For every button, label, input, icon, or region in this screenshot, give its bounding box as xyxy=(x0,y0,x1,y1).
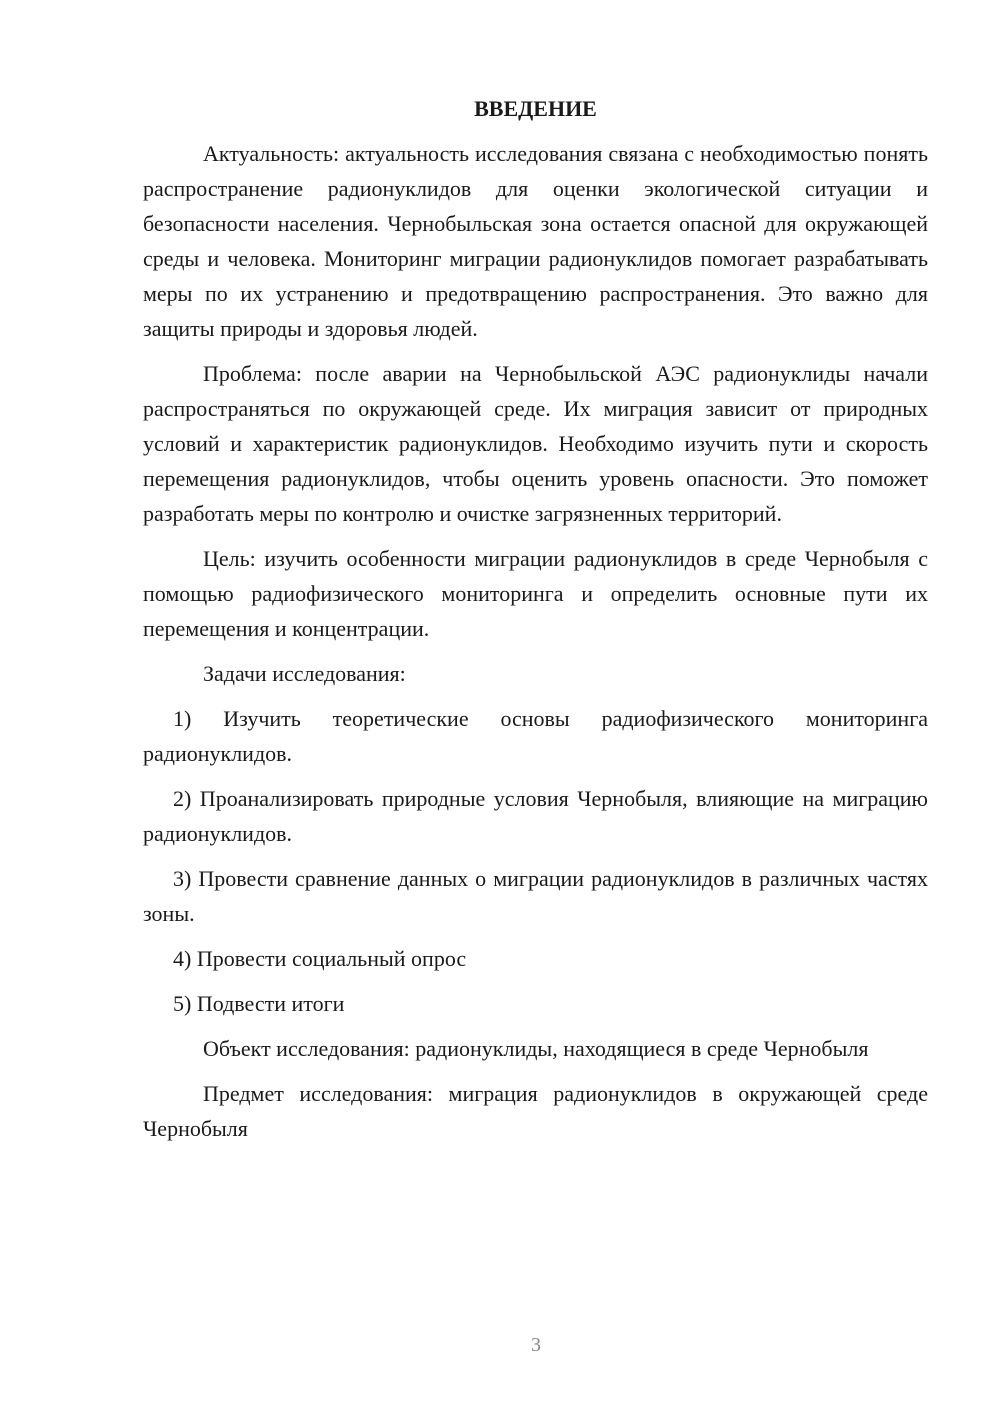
paragraph-object: Объект исследования: радионуклиды, находящиеся в среде Чернобыля xyxy=(203,1036,869,1061)
page-number: 3 xyxy=(531,1334,541,1356)
paragraph-goal: Цель: изучить особенности миграции радионуклидов в среде Чернобыля с помощью радиофизического мониторинга и определить основные пути их перемещения и концентрации. xyxy=(143,546,928,641)
paragraph-relevance: Актуальность: актуальность исследования связана с необходимостью понять распространение радионуклидов для оценки экологической ситуации и безопасности населения. Чернобыльская зона остается опасной для окружающей среды и человека. Мониторинг миграции радионуклидов помогает разрабатывать меры по их устранению и предотвращению распространения. Это важно для защиты природы и здоровья людей. xyxy=(143,141,928,341)
task-item-1: 1) Изучить теоретические основы радиофизического мониторинга радионуклидов. xyxy=(143,706,928,766)
paragraph-subject: Предмет исследования: миграция радионуклидов в окружающей среде Чернобыля xyxy=(143,1081,928,1141)
section-heading: ВВЕДЕНИЕ xyxy=(474,96,597,121)
task-item-3: 3) Провести сравнение данных о миграции радионуклидов в различных частях зоны. xyxy=(143,866,928,926)
task-item-4: 4) Провести социальный опрос xyxy=(173,946,467,971)
tasks-heading: Задачи исследования: xyxy=(203,661,406,686)
paragraph-problem: Проблема: после аварии на Чернобыльской АЭС радионуклиды начали распространяться по окружающей среде. Их миграция зависит от природных условий и характеристик радионуклидов. Необходимо изучить пути и скорость перемещения радионуклидов, чтобы оценить уровень опасности. Это поможет разработать меры по контролю и очистке загрязненных территорий. xyxy=(143,361,928,526)
page-content xyxy=(143,96,928,1146)
task-item-5: 5) Подвести итоги xyxy=(173,991,345,1016)
task-item-2: 2) Проанализировать природные условия Чернобыля, влияющие на миграцию радионуклидов. xyxy=(143,786,928,846)
